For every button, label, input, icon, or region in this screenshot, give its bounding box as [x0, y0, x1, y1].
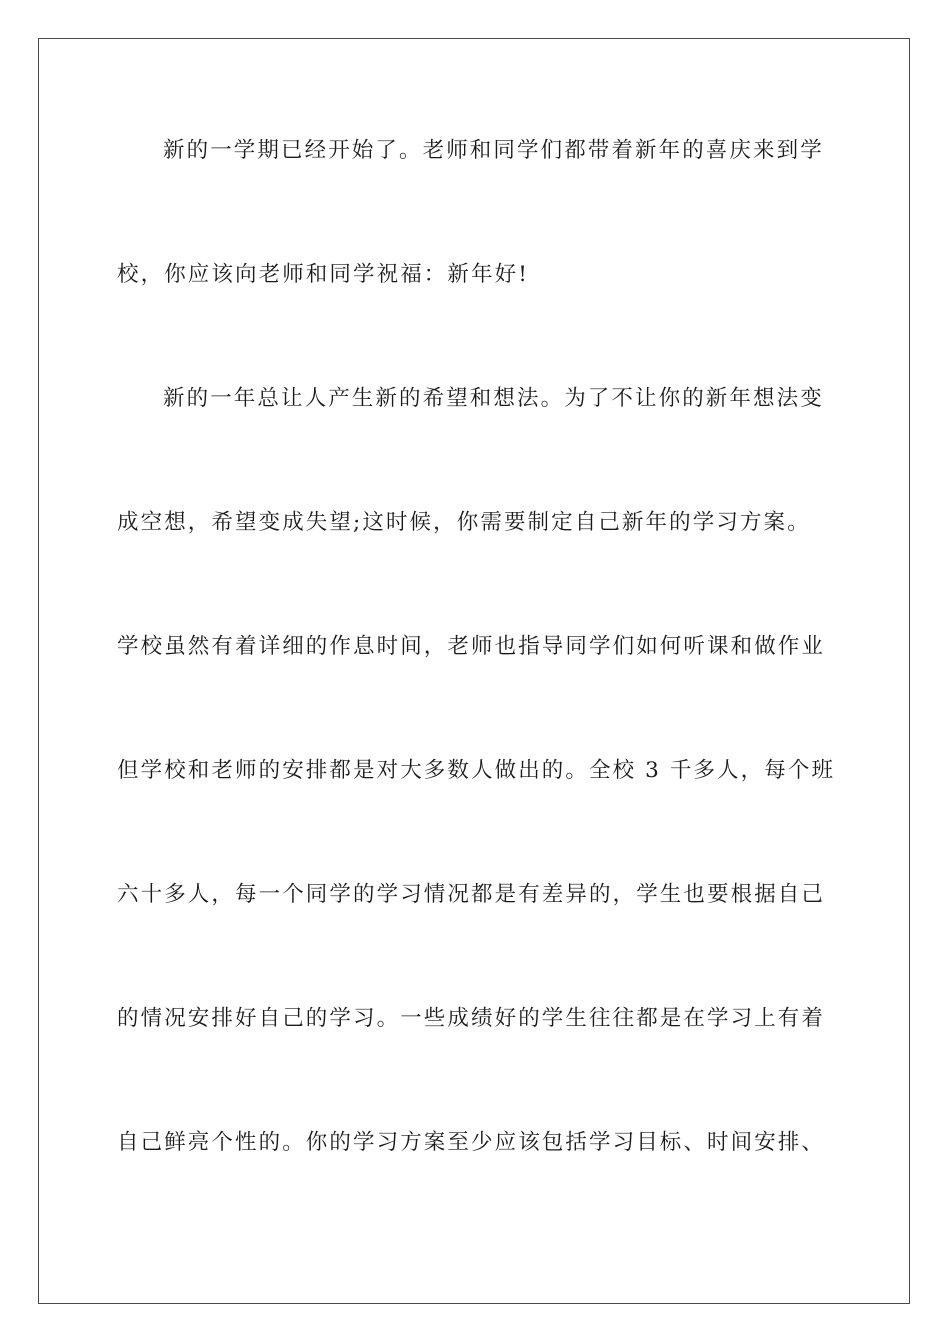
paragraph-1-line-2: 校，你应该向老师和同学祝福：新年好! — [117, 262, 529, 287]
paragraph-2-line-6: 的情况安排好自己的学习。一些成绩好的学生往往都是在学习上有着 — [117, 1006, 826, 1031]
paragraph-2-line-7: 自己鲜亮个性的。你的学习方案至少应该包括学习目标、时间安排、 — [117, 1130, 826, 1155]
paragraph-1-line-1: 新的一学期已经开始了。老师和同学们都带着新年的喜庆来到学 — [163, 138, 824, 163]
page-border — [38, 38, 910, 1304]
paragraph-2-line-5: 六十多人，每一个同学的学习情况都是有差异的，学生也要根据自己 — [117, 882, 826, 907]
paragraph-2-line-4: 但学校和老师的安排都是对大多数人做出的。全校 3 千多人，每个班 — [117, 758, 836, 783]
paragraph-2-line-2: 成空想，希望变成失望;这时候，你需要制定自己新年的学习方案。 — [117, 510, 811, 535]
paragraph-2-line-1: 新的一年总让人产生新的希望和想法。为了不让你的新年想法变 — [163, 386, 824, 411]
paragraph-2-line-3: 学校虽然有着详细的作息时间，老师也指导同学们如何听课和做作业 — [117, 634, 826, 659]
